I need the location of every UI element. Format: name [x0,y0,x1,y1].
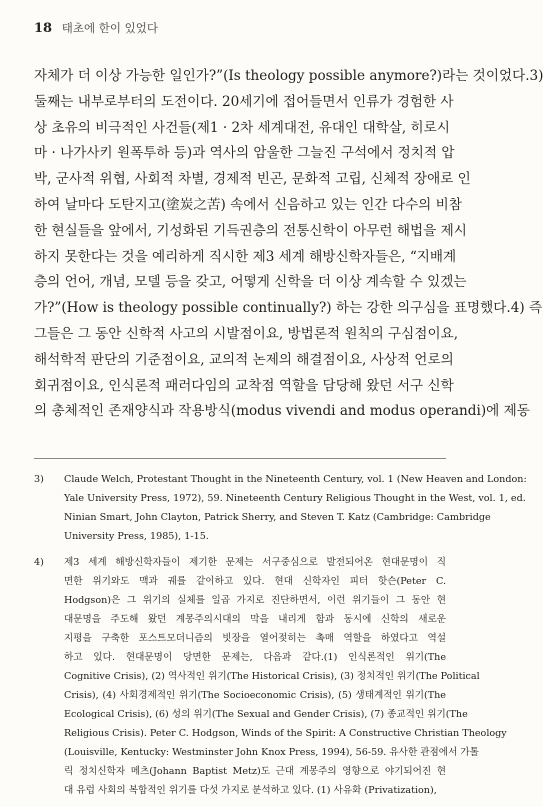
footnote-line: 지평을 구축한 포스트모더니즘의 빗장을 열어젖히는 촉매 역할을 하였다고 역설 [64,633,446,644]
body-line: 해석학적 판단의 기준점이요, 교의적 논제의 해결점이요, 사상적 언로의 [34,351,454,368]
body-line: 자체가 더 이상 가능한 일인가?”(Is theology possible anymore?)라는 것이었다.3) [34,68,543,84]
footnote-line: 대문명을 주도해 왔던 계몽주의시대의 막을 내리게 함과 동시에 신학의 새로운 [64,614,446,625]
footnote-line: Yale University Press, 1972), 59. Nineteenth Century Religious Thought in the West, vol. 1, ed. [64,493,526,504]
footnote-number: 4) [34,557,44,568]
page-number: 18 [34,21,53,36]
footnote-line: University Press, 1985), 1-15. [64,531,209,542]
body-line: 마 · 나가사키 원폭투하 등)과 역사의 암울한 그늘진 구석에서 정치적 압 [34,145,455,162]
footnote-divider [34,458,446,459]
footnote-line: Ecological Crisis), (6) 성의 위기(The Sexual and Gender Crisis), (7) 종교적인 위기(The [64,709,468,720]
body-text [34,64,543,425]
footnote-line: Crisis), (4) 사회경제적인 위기(The Socioeconomic Crisis), (5) 생태계적인 위기(The [64,690,446,701]
body-line: 의 총체적인 존재양식과 작용방식(modus vivendi and modus operandi)에 제동 [34,403,530,420]
body-line: 회귀점이요, 인식론적 패러다임의 교착점 역할을 담당해 왔던 서구 신학 [34,377,454,394]
footnote-4 [34,553,507,800]
body-line: 한 현실들을 앞에서, 기성화된 기득권층의 전통신학이 아무런 해법을 제시 [34,222,467,239]
footnote-line: Ninian Smart, John Clayton, Patrick Sherry, and Steven T. Katz (Cambridge: Cambridge [64,512,491,523]
footnote-line: 릭 정치신학자 메츠(Johann Baptist Metz)도 근대 계몽주의 영향으로 야기되어진 현 [64,766,446,777]
footnote-line: 하고 있다. 현대문명이 당면한 문제는, 다음과 같다.(1) 인식론적인 위기(The [64,652,446,663]
body-line: 층의 언어, 개념, 모델 등을 갖고, 어떻게 신학을 더 이상 계속할 수 있겠는 [34,274,467,291]
footnote-3 [34,470,527,546]
body-line: 하지 못한다는 것을 예리하게 직시한 제3 세계 해방신학자들은, “지배계 [34,248,457,265]
footnote-line: Religious Crisis). Peter C. Hodgson, Winds of the Spirit: A Constructive Christian Theology [64,728,507,739]
body-line: 그들은 그 동안 신학적 사고의 시발점이요, 방법론적 원칙의 구심점이요, [34,325,459,342]
book-title: 태초에 한이 있었다 [61,21,158,35]
footnote-line: Cognitive Crisis), (2) 역사적인 위기(The Historical Crisis), (3) 정치적인 위기(The Political [64,671,480,682]
footnote-line: 면한 위기와도 맥과 궤를 같이하고 있다. 현대 신학자인 피터 핫슨(Peter C. [64,576,446,587]
body-line: 상 초유의 비극적인 사건들(제1 · 2차 세계대전, 유대인 대학살, 히로시 [34,119,450,136]
footnote-line: 제3 세계 해방신학자들이 제기한 문제는 서구중심으로 발전되어온 현대문명이 직 [64,557,446,568]
running-head [34,20,158,36]
footnotes [34,470,527,807]
body-line: 가?”(How is theology possible continually?) 하는 강한 의구심을 표명했다.4) 즉 [34,300,543,317]
footnote-line: (Louisville, Kentucky: Westminster John Knox Press, 1994), 56-59. 유사한 관점에서 가톨 [64,747,479,758]
footnote-line: Claude Welch, Protestant Thought in the Nineteenth Century, vol. 1 (New Heaven and London: [64,474,527,485]
body-line: 박, 군사적 위협, 사회적 차별, 경제적 빈곤, 문화적 고립, 신체적 장애로 인 [34,171,471,188]
body-line: 하여 날마다 도탄지고(塗炭之苦) 속에서 신음하고 있는 인간 다수의 비참 [34,196,462,213]
footnote-number: 3) [34,474,44,485]
body-line: 둘째는 내부로부터의 도전이다. 20세기에 접어들면서 인류가 경험한 사 [34,93,454,110]
footnote-line: Hodgson)은 그 위기의 실체를 일곱 가지로 진단하면서, 이런 위기들이 그 동안 현 [64,595,446,606]
footnote-line: 대 유럽 사회의 복합적인 위기를 다섯 가지로 분석하고 있다. (1) 사유화 (Privatization), [64,785,437,796]
